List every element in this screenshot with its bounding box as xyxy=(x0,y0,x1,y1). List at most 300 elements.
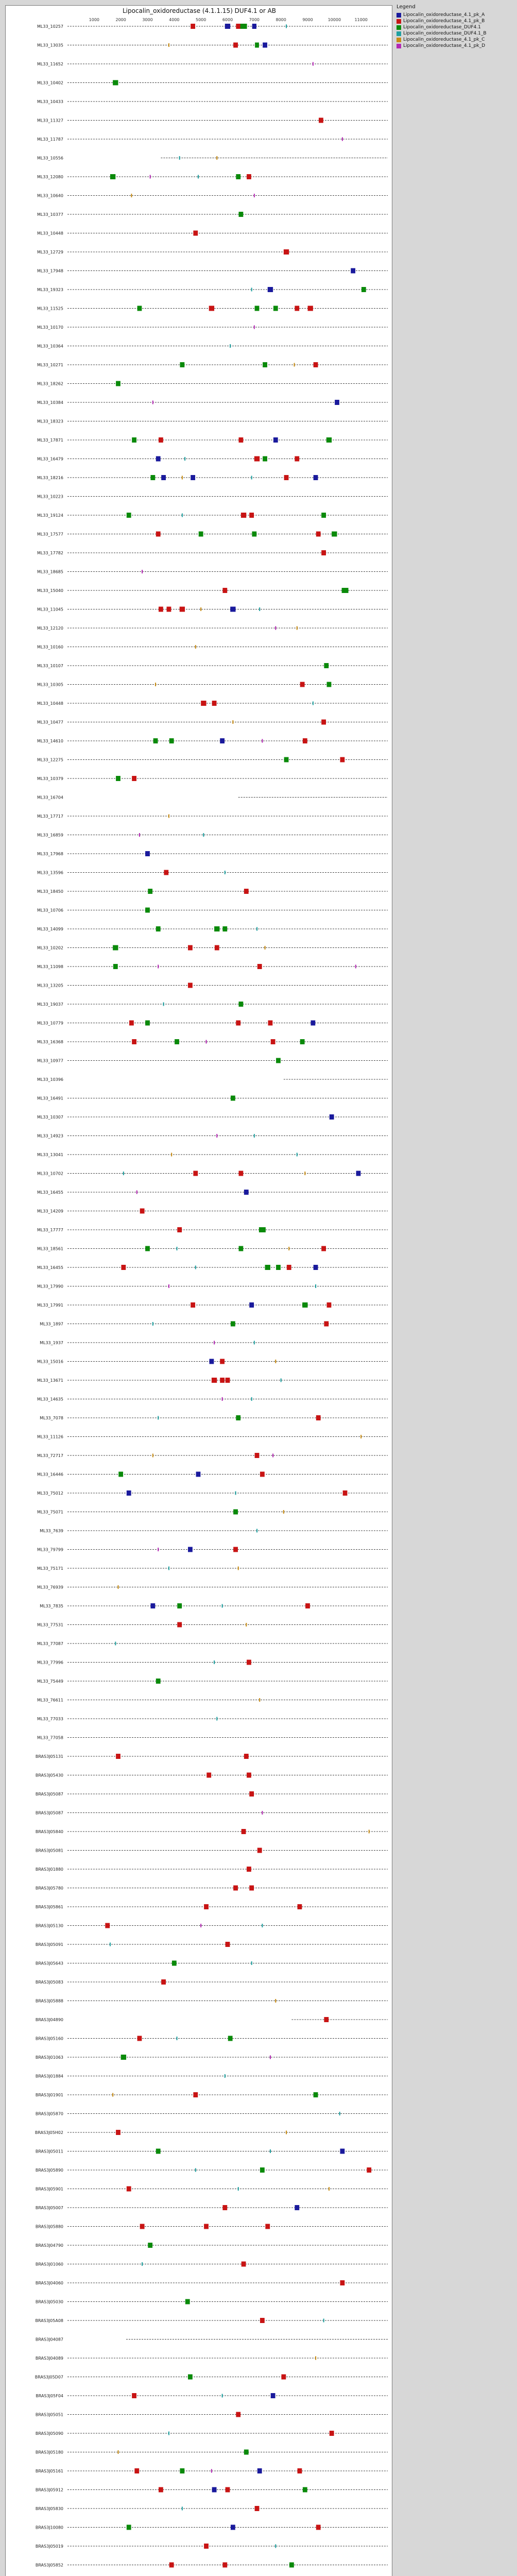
row-label: ML33_77033 xyxy=(37,1717,63,1721)
feature-mark xyxy=(254,456,260,462)
feature-mark xyxy=(356,1171,361,1176)
feature-mark xyxy=(152,1454,153,1458)
feature-mark xyxy=(313,702,314,705)
feature-mark xyxy=(329,2187,330,2191)
feature-mark xyxy=(145,851,150,856)
row-label: ML33_17948 xyxy=(37,268,63,274)
row-label: ML33_12729 xyxy=(37,250,63,255)
feature-mark xyxy=(286,25,287,28)
feature-mark xyxy=(239,1246,244,1251)
feature-mark xyxy=(298,2468,302,2473)
feature-mark xyxy=(303,738,307,743)
feature-mark xyxy=(175,1039,179,1044)
feature-mark xyxy=(303,2487,307,2493)
feature-mark xyxy=(295,2205,299,2210)
row-label: ML33_17777 xyxy=(37,1228,63,1232)
feature-mark xyxy=(314,2092,318,2097)
feature-mark xyxy=(167,607,171,612)
feature-mark xyxy=(168,815,169,818)
feature-mark xyxy=(105,1923,110,1928)
row-label: ML33_75171 xyxy=(37,1566,63,1571)
feature-mark xyxy=(247,1660,251,1665)
feature-mark xyxy=(247,1867,251,1872)
legend-label: Lipocalin_oxidoreductase_4.1_pk_A xyxy=(403,12,485,18)
row-label: BRAS3J05081 xyxy=(35,1848,63,1853)
feature-mark xyxy=(216,156,217,160)
feature-mark xyxy=(324,663,329,668)
feature-mark xyxy=(226,1378,230,1383)
feature-mark xyxy=(159,2487,163,2493)
feature-mark xyxy=(117,2450,118,2454)
feature-mark xyxy=(263,362,267,367)
row-label: BRAS3J05087 xyxy=(35,1810,63,1816)
feature-mark xyxy=(321,720,326,725)
feature-mark xyxy=(339,2112,340,2115)
legend-entries xyxy=(397,12,512,49)
feature-mark xyxy=(251,1397,252,1401)
row-label: ML33_16491 xyxy=(37,1096,63,1101)
feature-mark xyxy=(179,156,180,160)
row-label: ML33_79799 xyxy=(37,1547,63,1552)
feature-mark xyxy=(158,965,159,969)
feature-mark xyxy=(134,2468,139,2473)
row-label: ML33_10448 xyxy=(37,701,63,706)
feature-mark xyxy=(158,1548,159,1551)
feature-mark xyxy=(275,2545,276,2548)
row-label: BRAS3J04089 xyxy=(35,2356,63,2361)
feature-mark xyxy=(367,2167,371,2173)
row-label: ML33_13671 xyxy=(37,1378,63,1383)
feature-mark xyxy=(191,475,195,480)
feature-mark xyxy=(176,1247,177,1250)
feature-mark xyxy=(142,570,143,573)
feature-mark xyxy=(132,2393,136,2398)
feature-mark xyxy=(211,2469,212,2473)
plot-panel xyxy=(5,5,392,2576)
row-label: BRAS3J05880 xyxy=(35,2224,63,2229)
feature-mark xyxy=(256,927,257,931)
feature-mark xyxy=(281,2375,286,2380)
feature-mark xyxy=(255,43,259,48)
feature-mark xyxy=(251,476,252,480)
feature-mark xyxy=(156,532,161,537)
feature-mark xyxy=(259,1698,260,1702)
row-label: ML33_11126 xyxy=(37,1434,63,1439)
feature-mark xyxy=(185,2299,190,2304)
feature-mark xyxy=(332,532,337,537)
row-label: BRAS3J05030 xyxy=(35,2299,63,2304)
feature-mark xyxy=(254,1341,255,1345)
feature-mark xyxy=(116,1754,120,1759)
feature-mark xyxy=(265,1265,270,1270)
feature-mark xyxy=(257,2468,262,2473)
row-label: ML33_17577 xyxy=(37,532,63,537)
feature-mark xyxy=(265,2224,270,2229)
feature-mark xyxy=(212,1378,217,1383)
feature-mark xyxy=(343,1490,348,1496)
feature-mark xyxy=(244,889,249,894)
feature-mark xyxy=(216,1717,217,1721)
feature-mark xyxy=(156,2149,161,2154)
feature-mark xyxy=(113,80,118,86)
feature-mark xyxy=(319,118,323,123)
feature-mark xyxy=(287,1265,291,1270)
feature-mark xyxy=(308,306,313,311)
row-label: ML33_17991 xyxy=(37,1303,63,1308)
feature-mark xyxy=(117,1585,118,1589)
row-label: BRAS3J05643 xyxy=(35,1961,63,1966)
feature-mark xyxy=(150,1603,155,1608)
feature-mark xyxy=(171,1153,172,1157)
legend-entry xyxy=(397,37,512,43)
feature-mark xyxy=(201,701,206,706)
feature-mark xyxy=(222,588,227,593)
x-tick-label: 8000 xyxy=(275,18,286,22)
feature-mark xyxy=(132,1039,136,1044)
feature-mark xyxy=(193,1171,198,1176)
feature-mark xyxy=(314,475,318,480)
row-label: ML33_1897 xyxy=(40,1321,63,1327)
feature-mark xyxy=(316,2525,321,2530)
feature-mark xyxy=(199,532,203,537)
feature-mark xyxy=(233,1510,238,1515)
feature-mark xyxy=(127,1490,131,1496)
feature-mark xyxy=(286,2131,287,2134)
feature-mark xyxy=(205,1040,206,1044)
row-label: ML33_17990 xyxy=(37,1284,63,1289)
feature-mark xyxy=(273,437,278,443)
legend-label: Lipocalin_oxidoreductase_DUF4.1_B xyxy=(403,31,487,36)
feature-mark xyxy=(230,344,231,348)
legend-title: Legend xyxy=(397,4,416,10)
feature-mark xyxy=(314,362,318,367)
feature-mark xyxy=(152,1322,153,1326)
row-label: BRAS3J04087 xyxy=(35,2337,63,2342)
feature-mark xyxy=(244,1754,249,1759)
row-label: ML33_16446 xyxy=(37,1472,63,1477)
feature-mark xyxy=(283,1510,284,1514)
feature-mark xyxy=(313,62,314,66)
feature-mark xyxy=(123,1172,124,1175)
feature-mark xyxy=(251,288,252,292)
feature-mark xyxy=(222,1397,223,1401)
row-label: ML33_11787 xyxy=(37,137,63,142)
feature-mark xyxy=(236,24,240,29)
feature-mark xyxy=(241,513,246,518)
feature-mark xyxy=(168,43,169,47)
feature-mark xyxy=(198,175,199,179)
feature-mark xyxy=(155,683,156,686)
feature-mark xyxy=(295,456,299,462)
x-tick-label: 2000 xyxy=(115,18,126,22)
legend-swatch xyxy=(397,31,401,36)
legend-entry xyxy=(397,43,512,49)
row-label: ML33_77058 xyxy=(37,1735,63,1740)
row-label: ML33_10977 xyxy=(37,1058,63,1063)
row-label: BRAS3J05011 xyxy=(35,2149,63,2154)
feature-mark xyxy=(159,607,163,612)
row-label: BRAS3J05180 xyxy=(35,2450,63,2455)
feature-mark xyxy=(270,2056,271,2059)
row-label: BRAS3J05D07 xyxy=(35,2375,63,2380)
feature-mark xyxy=(156,926,161,931)
row-label: ML33_18450 xyxy=(37,889,63,894)
legend-label: Lipocalin_oxidoreductase_4.1_pk_C xyxy=(403,37,485,42)
legend-label: Lipocalin_oxidoreductase_4.1_pk_B xyxy=(403,19,485,24)
row-label: BRAS3J04060 xyxy=(35,2281,63,2285)
feature-mark xyxy=(110,174,115,179)
feature-mark xyxy=(121,1265,126,1270)
feature-mark xyxy=(222,2563,227,2568)
feature-mark xyxy=(321,550,326,555)
feature-mark xyxy=(195,2168,196,2172)
feature-mark xyxy=(196,1472,201,1477)
feature-mark xyxy=(340,757,344,762)
row-label: ML33_12120 xyxy=(37,626,63,631)
row-label: ML33_14923 xyxy=(37,1133,63,1139)
feature-mark xyxy=(177,1227,182,1232)
feature-mark xyxy=(288,1247,289,1250)
x-tick-label: 3000 xyxy=(142,18,153,22)
row-label: BRAS3J05870 xyxy=(35,2111,63,2116)
feature-mark xyxy=(247,174,251,179)
feature-mark xyxy=(127,513,131,518)
row-label: BRAS3J01884 xyxy=(35,2074,63,2079)
feature-mark xyxy=(239,212,244,217)
feature-mark xyxy=(323,2319,324,2323)
row-label: ML33_16479 xyxy=(37,456,63,462)
feature-mark xyxy=(311,1021,315,1026)
feature-mark xyxy=(298,1904,302,1909)
row-label: ML33_10107 xyxy=(37,664,63,668)
row-label: BRAS3J01060 xyxy=(35,2262,63,2267)
row-label: ML33_10257 xyxy=(37,24,63,29)
legend xyxy=(397,4,512,49)
feature-mark xyxy=(239,1171,244,1176)
feature-mark xyxy=(257,1848,262,1853)
row-label: ML33_18262 xyxy=(37,381,63,386)
feature-mark xyxy=(257,964,262,969)
feature-mark xyxy=(158,1416,159,1420)
row-label: ML33_10202 xyxy=(37,945,63,951)
feature-mark xyxy=(214,926,219,931)
feature-mark xyxy=(168,1284,169,1288)
feature-mark xyxy=(193,2092,198,2097)
feature-mark xyxy=(233,43,238,48)
row-label: BRAS3J05131 xyxy=(35,1754,63,1759)
feature-mark xyxy=(145,908,150,913)
row-label: ML33_13041 xyxy=(37,1153,63,1157)
feature-mark xyxy=(182,2507,183,2511)
feature-mark xyxy=(226,1942,230,1947)
x-tick-label: 5000 xyxy=(195,18,206,22)
row-label: BRAS3J05912 xyxy=(35,2487,63,2493)
row-label: ML33_10477 xyxy=(37,720,63,725)
feature-mark xyxy=(275,1360,276,1363)
row-label: BRAS3J05091 xyxy=(35,1942,63,1947)
legend-entry xyxy=(397,18,512,24)
row-label: ML33_75012 xyxy=(37,1491,63,1496)
row-label: ML33_75449 xyxy=(37,1679,63,1684)
feature-mark xyxy=(137,2036,142,2041)
feature-mark xyxy=(116,776,120,781)
row-label: BRAS3J05087 xyxy=(35,1792,63,1797)
feature-mark xyxy=(140,2224,145,2229)
row-label: ML33_10640 xyxy=(37,193,63,198)
feature-mark xyxy=(220,1378,225,1383)
feature-mark xyxy=(204,2544,209,2549)
feature-mark xyxy=(321,513,326,518)
row-label: ML33_18685 xyxy=(37,569,63,574)
feature-mark xyxy=(168,1567,169,1570)
feature-mark xyxy=(225,24,230,29)
feature-mark xyxy=(242,2262,246,2267)
feature-mark xyxy=(263,456,267,462)
feature-mark xyxy=(254,194,255,197)
feature-mark xyxy=(204,1904,209,1909)
feature-mark xyxy=(304,1172,305,1175)
feature-mark xyxy=(169,2563,174,2568)
feature-mark xyxy=(216,1134,217,1138)
feature-mark xyxy=(212,2487,217,2493)
feature-mark xyxy=(206,1773,211,1778)
row-label: ML33_16455 xyxy=(37,1190,63,1195)
feature-mark xyxy=(191,24,195,29)
feature-mark xyxy=(236,2412,240,2417)
feature-mark xyxy=(249,1302,254,1308)
feature-mark xyxy=(244,1190,249,1195)
feature-mark xyxy=(284,475,289,480)
feature-mark xyxy=(127,2525,131,2530)
feature-mark xyxy=(233,1547,238,1552)
feature-mark xyxy=(284,757,289,762)
feature-mark xyxy=(139,833,140,837)
feature-mark xyxy=(255,2506,260,2511)
feature-mark xyxy=(249,1886,254,1891)
row-label: ML33_11652 xyxy=(37,62,63,66)
feature-mark xyxy=(316,1415,321,1420)
feature-mark xyxy=(222,1604,223,1608)
feature-mark xyxy=(251,1961,252,1965)
x-tick-label: 10000 xyxy=(328,18,341,22)
row-label: BRAS3J05F04 xyxy=(36,2394,63,2398)
row-label: BRAS3J05861 xyxy=(35,1905,63,1909)
row-label: ML33_12275 xyxy=(37,757,63,762)
feature-mark xyxy=(225,2074,226,2078)
row-label: BRAS3J05852 xyxy=(35,2563,63,2568)
feature-mark xyxy=(342,138,343,141)
row-label: ML33_10702 xyxy=(37,1171,63,1176)
row-label: ML33_18323 xyxy=(37,419,63,424)
row-label: ML33_11098 xyxy=(37,964,63,969)
row-label: BRAS3J05430 xyxy=(35,1773,63,1778)
legend-swatch xyxy=(397,38,401,42)
feature-mark xyxy=(121,2055,126,2060)
feature-mark xyxy=(326,437,332,443)
feature-mark xyxy=(281,1379,282,1382)
feature-mark xyxy=(335,400,339,405)
feature-mark xyxy=(156,1679,161,1684)
row-label: ML33_76611 xyxy=(37,1698,63,1703)
feature-mark xyxy=(231,1096,235,1101)
x-tick-label: 4000 xyxy=(169,18,180,22)
row-label: ML33_15040 xyxy=(37,588,63,593)
feature-mark xyxy=(300,1039,305,1044)
feature-mark xyxy=(249,513,254,518)
feature-mark xyxy=(235,1492,236,1495)
feature-mark xyxy=(275,626,276,630)
row-label: BRAS3J10080 xyxy=(35,2525,63,2530)
feature-mark xyxy=(127,2187,131,2192)
row-label: ML33_16368 xyxy=(37,1040,63,1044)
feature-mark xyxy=(239,1002,244,1007)
row-label: ML33_76939 xyxy=(37,1585,63,1590)
legend-swatch xyxy=(397,25,401,30)
feature-mark xyxy=(272,1454,273,1458)
feature-mark xyxy=(113,964,118,969)
feature-mark xyxy=(294,363,295,367)
feature-mark xyxy=(284,249,289,255)
feature-mark xyxy=(180,2468,184,2473)
row-label: BRAS3J05A08 xyxy=(35,2318,63,2323)
feature-mark xyxy=(327,682,332,687)
row-label: ML33_7835 xyxy=(40,1604,63,1608)
feature-mark xyxy=(259,1227,266,1232)
feature-mark xyxy=(369,1830,370,1834)
feature-mark xyxy=(236,1021,240,1026)
legend-label: Lipocalin_oxidoreductase_4.1_pk_D xyxy=(403,43,486,48)
feature-mark xyxy=(188,2375,193,2380)
row-label: BRAS3J04890 xyxy=(35,2018,63,2022)
row-label: ML33_10377 xyxy=(37,212,63,217)
feature-mark xyxy=(220,738,225,743)
feature-mark xyxy=(116,381,120,386)
row-label: BRAS3J05890 xyxy=(35,2168,63,2173)
feature-mark xyxy=(262,739,263,743)
feature-mark xyxy=(268,1021,273,1026)
row-label: ML33_18216 xyxy=(37,476,63,480)
feature-mark xyxy=(246,1623,247,1626)
feature-mark xyxy=(116,2130,120,2135)
feature-mark xyxy=(150,475,155,480)
x-tick-label: 11000 xyxy=(354,18,368,22)
feature-mark xyxy=(259,607,260,611)
feature-mark xyxy=(118,1472,123,1477)
feature-mark xyxy=(262,1924,263,1927)
row-label: BRAS3J05130 xyxy=(35,1923,63,1928)
row-label: BRAS3J05888 xyxy=(35,1998,63,2004)
feature-mark xyxy=(300,682,305,687)
feature-mark xyxy=(268,287,273,292)
chart-title: Lipocalin_oxidoreductase (4.1.1.15) DUF4.1 or AB xyxy=(122,7,277,14)
feature-mark xyxy=(305,1603,310,1608)
feature-mark xyxy=(222,2205,227,2210)
row-label: ML33_15016 xyxy=(37,1359,63,1364)
row-label: ML33_10396 xyxy=(37,1077,63,1082)
feature-mark xyxy=(215,945,219,951)
row-label: ML33_10305 xyxy=(37,682,63,687)
row-label: ML33_75071 xyxy=(37,1510,63,1515)
feature-mark xyxy=(140,1209,145,1214)
x-tick-label: 6000 xyxy=(222,18,233,22)
feature-mark xyxy=(188,1547,193,1552)
feature-mark xyxy=(271,2393,275,2398)
feature-mark xyxy=(256,1529,257,1533)
x-tick-label: 9000 xyxy=(302,18,313,22)
feature-mark xyxy=(212,701,217,706)
feature-mark xyxy=(355,965,356,969)
feature-mark xyxy=(161,1979,166,1985)
